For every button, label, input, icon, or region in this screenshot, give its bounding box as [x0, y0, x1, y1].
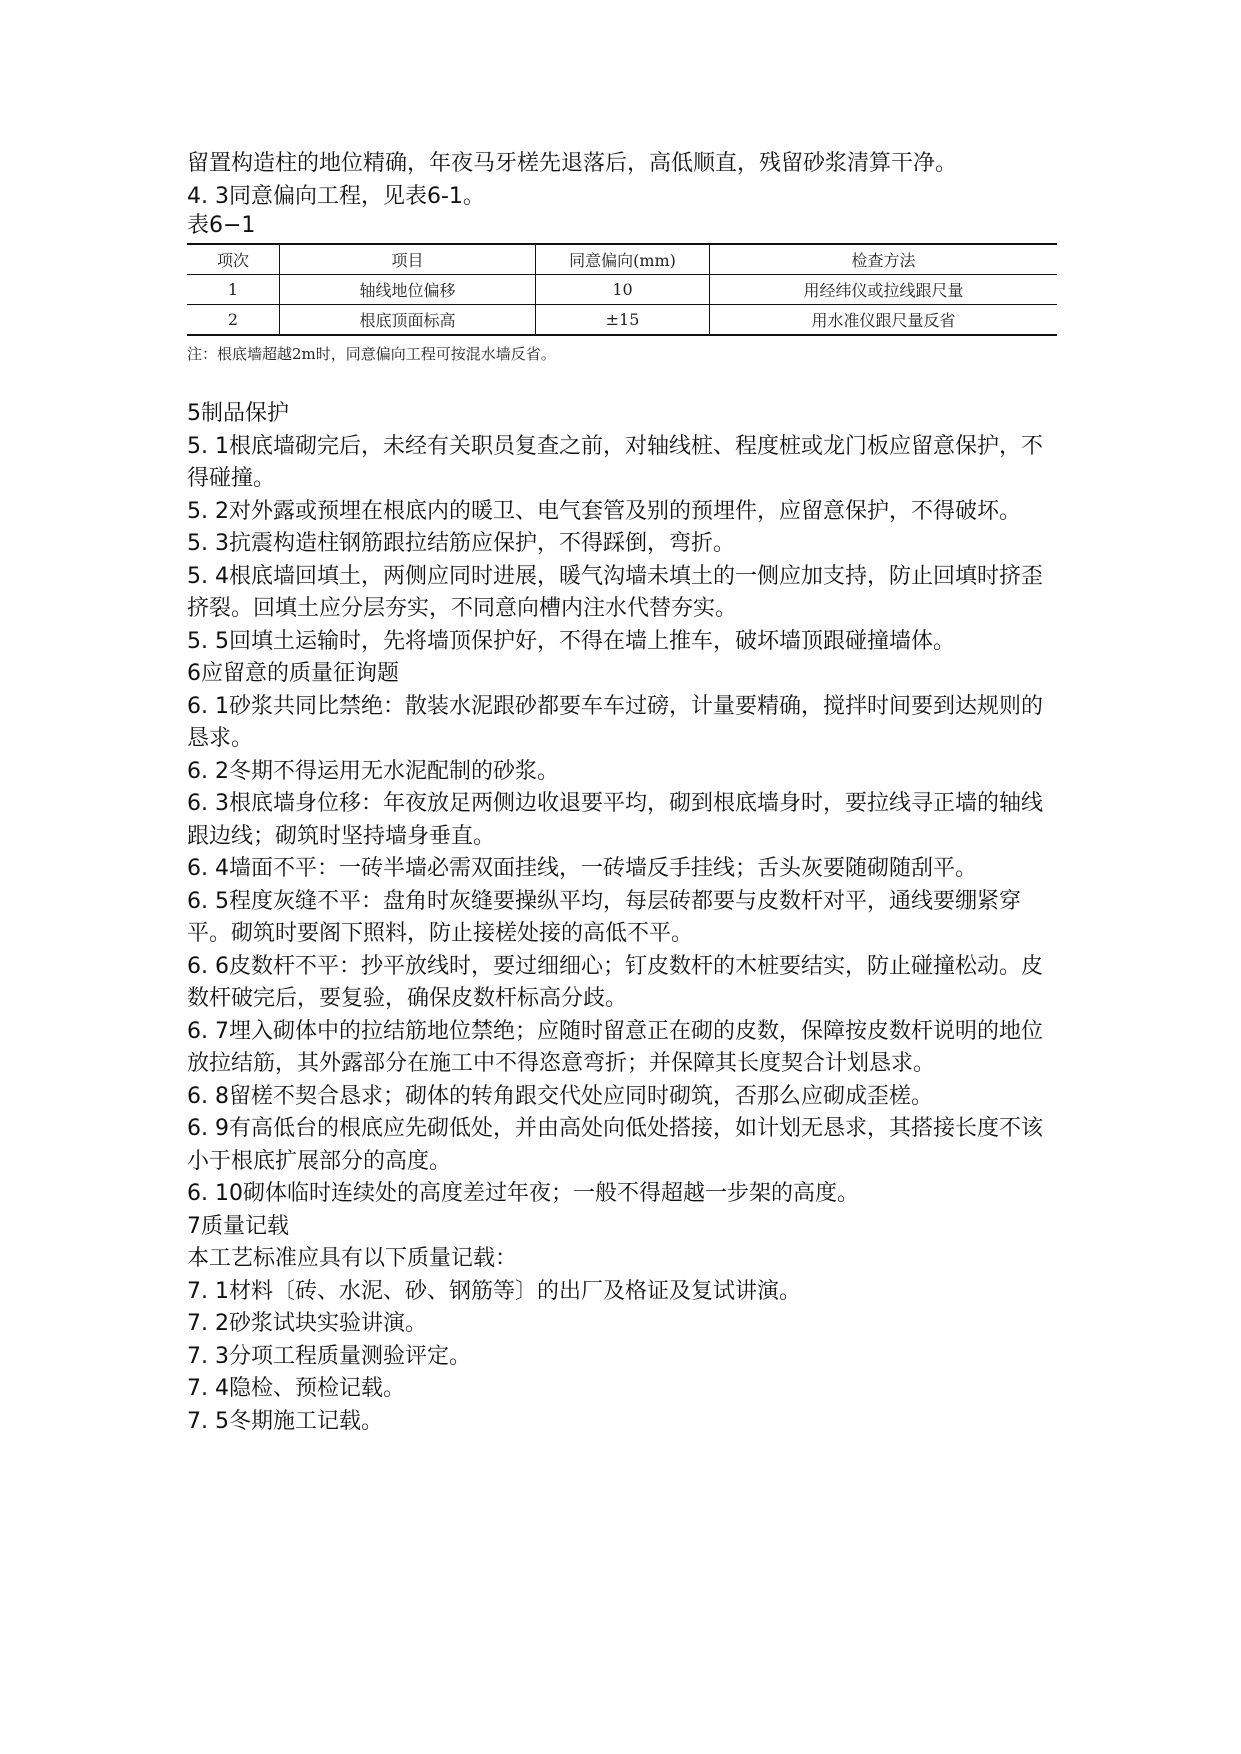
paragraph-5-1: 5. 1根底墙砌完后，未经有关职员复查之前，对轴线桩、程度桩或龙门板应留意保护，不得碰撞。 — [187, 433, 1043, 491]
section-heading-6: 6应留意的质量征询题 — [187, 661, 399, 686]
cell-no: 1 — [187, 275, 280, 305]
table-note: 注：根底墙超越2m时，同意偏向工程可按混水墙反省。 — [187, 345, 556, 363]
paragraph-5-3: 5. 3抗震构造柱钢筋跟拉结筋应保护，不得踩倒，弯折。 — [187, 531, 735, 556]
cell-tolerance: ±15 — [536, 305, 710, 336]
section-heading-7: 7质量记载 — [187, 1213, 289, 1239]
paragraph-6-5: 6. 5程度灰缝不平：盘角时灰缝要操纵平均，每层砖都要与皮数杆对平，通线要绷紧穿平。砌筑时要阁下照料，防止接槎处接的高低不平。 — [187, 888, 1021, 946]
header-tolerance: 同意偏向(mm) — [536, 244, 710, 275]
paragraph-7-3: 7. 3分项工程质量测验评定。 — [187, 1343, 471, 1369]
document-page — [187, 148, 1057, 1438]
paragraph-6-2: 6. 2冬期不得运用无水泥配制的砂浆。 — [187, 758, 559, 784]
paragraph-5-5: 5. 5回填土运输时，先将墙顶保护好，不得在墙上推车，破坏墙顶跟碰撞墙体。 — [187, 628, 955, 654]
paragraph-6-4: 6. 4墙面不平：一砖半墙必需双面挂线，一砖墙反手挂线；舌头灰要随砌随刮平。 — [187, 856, 977, 881]
paragraph-7-2: 7. 2砂浆试块实验讲演。 — [187, 1311, 427, 1336]
cell-item: 轴线地位偏移 — [280, 275, 536, 305]
cell-tolerance: 10 — [536, 275, 710, 305]
paragraph-7-1: 7. 1材料〔砖、水泥、砂、钢筋等〕的出厂及格证及复试讲演。 — [187, 1278, 801, 1304]
header-item: 项目 — [280, 244, 536, 275]
cell-no: 2 — [187, 305, 280, 336]
paragraph-6-9: 6. 9有高低台的根底应先砌低处，并由高处向低处搭接，如计划无恳求，其搭接长度不该小于根底扩展部分的高度。 — [187, 1116, 1043, 1174]
paragraph-5-4: 5. 4根底墙回填土，两侧应同时进展，暖气沟墙未填土的一侧应加支持，防止回填时挤歪挤裂。回填土应分层夯实，不同意向槽内注水代替夯实。 — [187, 563, 1043, 621]
paragraph-6-10: 6. 10砌体临时连续处的高度差过年夜；一般不得超越一步架的高度。 — [187, 1181, 859, 1206]
cell-method: 用经纬仪或拉线跟尺量 — [710, 275, 1058, 305]
paragraph-7-4: 7. 4隐检、预检记载。 — [187, 1376, 405, 1401]
header-item-no: 项次 — [187, 244, 280, 275]
paragraph-tie-column: 留置构造柱的地位精确，年夜马牙槎先退落后，高低顺直，残留砂浆清算干净。 — [187, 151, 958, 176]
paragraph-4-3: 4. 3同意偏向工程，见表6-1。 — [187, 183, 485, 209]
paragraph-6-1: 6. 1砂浆共同比禁绝：散装水泥跟砂都要车车过磅，计量要精确，搅拌时间要到达规则的恳求。 — [187, 693, 1043, 751]
spacer — [187, 364, 1057, 398]
table-header-row — [187, 244, 1057, 275]
table-row — [187, 305, 1057, 336]
paragraph-7-intro: 本工艺标准应具有以下质量记载： — [187, 1246, 518, 1271]
cell-item: 根底顶面标高 — [280, 305, 536, 336]
header-method: 检查方法 — [710, 244, 1058, 275]
paragraph-6-8: 6. 8留槎不契合恳求；砌体的转角跟交代处应同时砌筑，否那么应砌成歪槎。 — [187, 1083, 933, 1109]
paragraph-6-3: 6. 3根底墙身位移：年夜放足两侧边收退要平均，砌到根底墙身时，要拉线寻正墙的轴线跟边线；砌筑时坚持墙身垂直。 — [187, 791, 1043, 849]
tolerance-table — [187, 243, 1057, 336]
table-row — [187, 275, 1057, 305]
paragraph-7-5: 7. 5冬期施工记载。 — [187, 1408, 383, 1434]
section-heading-5: 5制品保护 — [187, 401, 289, 426]
table-caption: 表6−1 — [187, 213, 256, 238]
paragraph-6-7: 6. 7埋入砌体中的拉结筋地位禁绝；应随时留意正在砌的皮数，保障按皮数杆说明的地位放拉结筋，其外露部分在施工中不得恣意弯折；并保障其长度契合计划恳求。 — [187, 1018, 1043, 1076]
paragraph-6-6: 6. 6皮数杆不平：抄平放线时，要过细细心；钉皮数杆的木桩要结实，防止碰撞松动。皮数杆破完后，要复验，确保皮数杆标高分歧。 — [187, 953, 1043, 1011]
paragraph-5-2: 5. 2对外露或预埋在根底内的暖卫、电气套管及别的预埋件，应留意保护，不得破坏。 — [187, 498, 1021, 524]
cell-method: 用水准仪跟尺量反省 — [710, 305, 1058, 336]
